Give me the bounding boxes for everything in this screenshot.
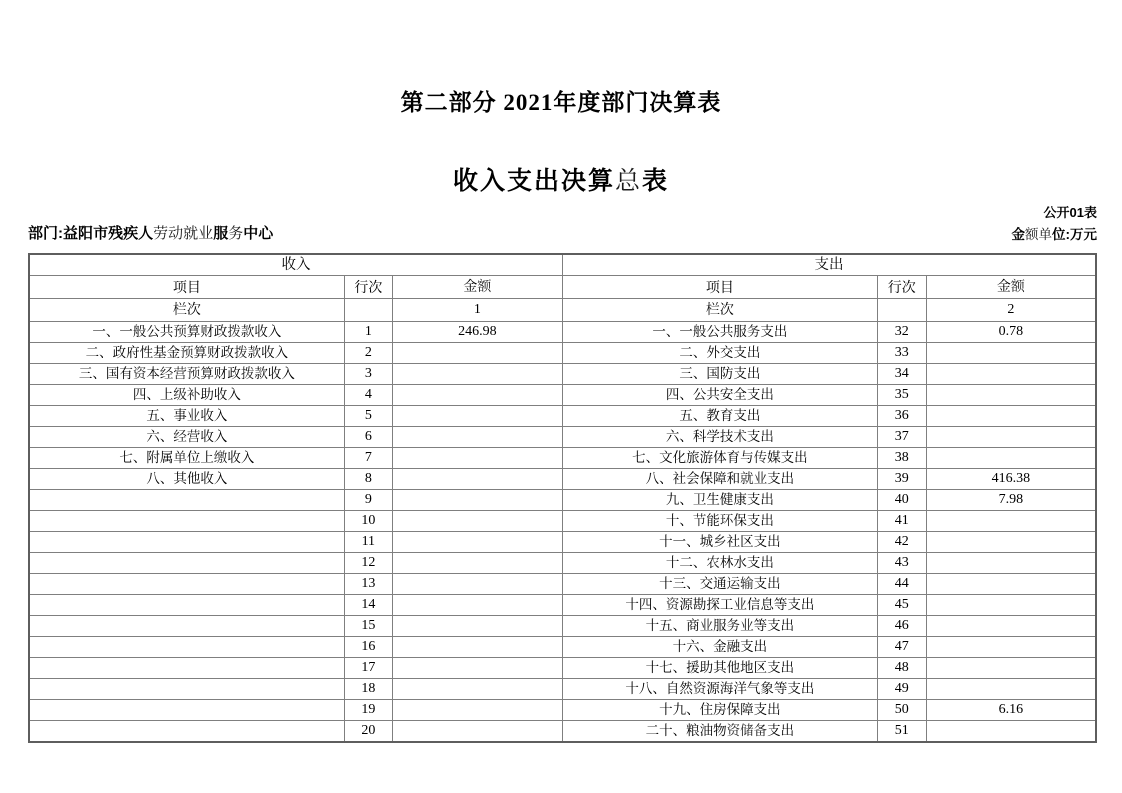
expense-item-cell: 十九、住房保障支出	[562, 700, 877, 721]
income-item-cell	[29, 637, 344, 658]
income-amount-cell	[392, 427, 562, 448]
expense-line-cell: 41	[877, 511, 926, 532]
expense-amount-cell: 6.16	[926, 700, 1096, 721]
expense-item-cell: 二十、粮油物资储备支出	[562, 721, 877, 743]
income-amount-cell	[392, 364, 562, 385]
income-line-cell: 17	[344, 658, 392, 679]
income-section-header: 收入	[29, 254, 562, 276]
income-amount-cell	[392, 406, 562, 427]
income-line-cell: 6	[344, 427, 392, 448]
expense-item-cell: 五、教育支出	[562, 406, 877, 427]
table-row	[29, 679, 1096, 700]
expense-line-cell: 36	[877, 406, 926, 427]
expense-line-cell: 40	[877, 490, 926, 511]
income-line-cell: 1	[344, 322, 392, 343]
table-row	[29, 532, 1096, 553]
table-row	[29, 385, 1096, 406]
table-title: 收入支出决算总表	[452, 167, 670, 195]
income-column-index: 1	[392, 299, 562, 322]
expense-amount-cell	[926, 595, 1096, 616]
income-item-cell: 六、经营收入	[29, 427, 344, 448]
income-item-cell	[29, 553, 344, 574]
income-item-cell	[29, 574, 344, 595]
income-amount-cell	[392, 595, 562, 616]
income-amount-column-header: 金额	[392, 276, 562, 299]
income-item-cell: 五、事业收入	[29, 406, 344, 427]
expense-amount-cell	[926, 637, 1096, 658]
expense-line-cell: 43	[877, 553, 926, 574]
expense-amount-cell	[926, 427, 1096, 448]
expense-item-cell: 三、国防支出	[562, 364, 877, 385]
income-line-cell: 3	[344, 364, 392, 385]
table-row	[29, 448, 1096, 469]
income-item-column-header: 项目	[29, 276, 344, 299]
income-item-cell	[29, 616, 344, 637]
income-line-cell: 19	[344, 700, 392, 721]
income-line-cell: 8	[344, 469, 392, 490]
income-line-cell: 18	[344, 679, 392, 700]
expense-item-column-header: 项目	[562, 276, 877, 299]
expense-line-cell: 44	[877, 574, 926, 595]
expense-line-column-header: 行次	[877, 276, 926, 299]
income-amount-cell	[392, 700, 562, 721]
table-row	[29, 469, 1096, 490]
income-amount-cell	[392, 532, 562, 553]
expense-line-cell: 42	[877, 532, 926, 553]
income-item-cell	[29, 595, 344, 616]
expense-amount-cell	[926, 406, 1096, 427]
expense-item-cell: 十三、交通运输支出	[562, 574, 877, 595]
income-line-index-cell	[344, 299, 392, 322]
income-column-index-label: 栏次	[29, 299, 344, 322]
expense-item-cell: 十六、金融支出	[562, 637, 877, 658]
income-amount-cell	[392, 679, 562, 700]
summary-table	[28, 253, 1097, 743]
expense-line-cell: 51	[877, 721, 926, 743]
income-amount-cell	[392, 637, 562, 658]
income-item-cell: 四、上级补助收入	[29, 385, 344, 406]
column-header-row	[29, 276, 1096, 299]
income-amount-cell	[392, 616, 562, 637]
table-row	[29, 322, 1096, 343]
expense-item-cell: 九、卫生健康支出	[562, 490, 877, 511]
expense-item-cell: 十、节能环保支出	[562, 511, 877, 532]
income-amount-cell	[392, 469, 562, 490]
expense-amount-cell: 0.78	[926, 322, 1096, 343]
table-row	[29, 364, 1096, 385]
table-row	[29, 553, 1096, 574]
income-item-cell: 三、国有资本经营预算财政拨款收入	[29, 364, 344, 385]
income-item-cell: 七、附属单位上缴收入	[29, 448, 344, 469]
income-amount-cell: 246.98	[392, 322, 562, 343]
income-line-cell: 4	[344, 385, 392, 406]
income-item-cell: 八、其他收入	[29, 469, 344, 490]
income-line-cell: 10	[344, 511, 392, 532]
income-item-cell	[29, 721, 344, 743]
expense-item-cell: 十八、自然资源海洋气象等支出	[562, 679, 877, 700]
income-line-cell: 13	[344, 574, 392, 595]
table-row	[29, 343, 1096, 364]
table-row	[29, 490, 1096, 511]
expense-amount-cell	[926, 532, 1096, 553]
table-code-label: 公开01表	[1043, 205, 1097, 220]
page-title: 第二部分 2021年度部门决算表	[400, 90, 722, 115]
section-header-row	[29, 254, 1096, 276]
expense-item-cell: 一、一般公共服务支出	[562, 322, 877, 343]
column-index-row	[29, 299, 1096, 322]
income-item-cell	[29, 511, 344, 532]
income-line-cell: 12	[344, 553, 392, 574]
table-body	[29, 322, 1096, 743]
expense-item-cell: 十七、援助其他地区支出	[562, 658, 877, 679]
department-label: 部门:益阳市残疾人劳动就业服务中心	[28, 225, 274, 242]
income-line-cell: 11	[344, 532, 392, 553]
unit-label: 金额单位:万元	[1011, 227, 1097, 242]
expense-amount-cell: 416.38	[926, 469, 1096, 490]
table-row	[29, 595, 1096, 616]
table-row	[29, 427, 1096, 448]
expense-amount-cell	[926, 448, 1096, 469]
income-line-cell: 14	[344, 595, 392, 616]
table-row	[29, 721, 1096, 743]
expense-item-cell: 七、文化旅游体育与传媒支出	[562, 448, 877, 469]
expense-amount-cell	[926, 385, 1096, 406]
expense-item-cell: 六、科学技术支出	[562, 427, 877, 448]
expense-line-cell: 46	[877, 616, 926, 637]
expense-item-cell: 十四、资源勘探工业信息等支出	[562, 595, 877, 616]
income-amount-cell	[392, 385, 562, 406]
expense-item-cell: 八、社会保障和就业支出	[562, 469, 877, 490]
expense-amount-cell	[926, 553, 1096, 574]
expense-amount-cell	[926, 616, 1096, 637]
expense-line-cell: 32	[877, 322, 926, 343]
income-amount-cell	[392, 658, 562, 679]
expense-section-header: 支出	[562, 254, 1096, 276]
income-item-cell	[29, 658, 344, 679]
expense-line-cell: 33	[877, 343, 926, 364]
income-amount-cell	[392, 448, 562, 469]
income-item-cell: 二、政府性基金预算财政拨款收入	[29, 343, 344, 364]
expense-line-cell: 37	[877, 427, 926, 448]
expense-item-cell: 十五、商业服务业等支出	[562, 616, 877, 637]
expense-amount-column-header: 金额	[926, 276, 1096, 299]
income-item-cell	[29, 679, 344, 700]
expense-line-cell: 48	[877, 658, 926, 679]
expense-amount-cell	[926, 679, 1096, 700]
table-row	[29, 406, 1096, 427]
income-amount-cell	[392, 511, 562, 532]
income-amount-cell	[392, 553, 562, 574]
income-line-cell: 5	[344, 406, 392, 427]
expense-amount-cell	[926, 574, 1096, 595]
expense-line-cell: 47	[877, 637, 926, 658]
expense-amount-cell	[926, 721, 1096, 743]
meta-row	[28, 222, 1097, 243]
table-row	[29, 616, 1096, 637]
income-line-cell: 2	[344, 343, 392, 364]
income-item-cell: 一、一般公共预算财政拨款收入	[29, 322, 344, 343]
expense-line-cell: 49	[877, 679, 926, 700]
income-line-cell: 16	[344, 637, 392, 658]
expense-line-cell: 35	[877, 385, 926, 406]
income-item-cell	[29, 700, 344, 721]
income-amount-cell	[392, 343, 562, 364]
expense-column-index-label: 栏次	[562, 299, 877, 322]
expense-line-cell: 39	[877, 469, 926, 490]
expense-amount-cell: 7.98	[926, 490, 1096, 511]
expense-amount-cell	[926, 343, 1096, 364]
expense-amount-cell	[926, 658, 1096, 679]
expense-item-cell: 十一、城乡社区支出	[562, 532, 877, 553]
income-line-cell: 20	[344, 721, 392, 743]
income-item-cell	[29, 532, 344, 553]
income-item-cell	[29, 490, 344, 511]
expense-column-index: 2	[926, 299, 1096, 322]
expense-line-cell: 50	[877, 700, 926, 721]
expense-line-cell: 34	[877, 364, 926, 385]
table-row	[29, 511, 1096, 532]
expense-item-cell: 四、公共安全支出	[562, 385, 877, 406]
income-line-cell: 15	[344, 616, 392, 637]
income-line-column-header: 行次	[344, 276, 392, 299]
expense-item-cell: 二、外交支出	[562, 343, 877, 364]
table-row	[29, 574, 1096, 595]
expense-line-index-cell	[877, 299, 926, 322]
income-amount-cell	[392, 574, 562, 595]
income-line-cell: 7	[344, 448, 392, 469]
expense-line-cell: 38	[877, 448, 926, 469]
expense-amount-cell	[926, 364, 1096, 385]
expense-amount-cell	[926, 511, 1096, 532]
table-row	[29, 637, 1096, 658]
income-amount-cell	[392, 721, 562, 743]
table-row	[29, 700, 1096, 721]
expense-line-cell: 45	[877, 595, 926, 616]
income-line-cell: 9	[344, 490, 392, 511]
table-row	[29, 658, 1096, 679]
income-amount-cell	[392, 490, 562, 511]
expense-item-cell: 十二、农林水支出	[562, 553, 877, 574]
